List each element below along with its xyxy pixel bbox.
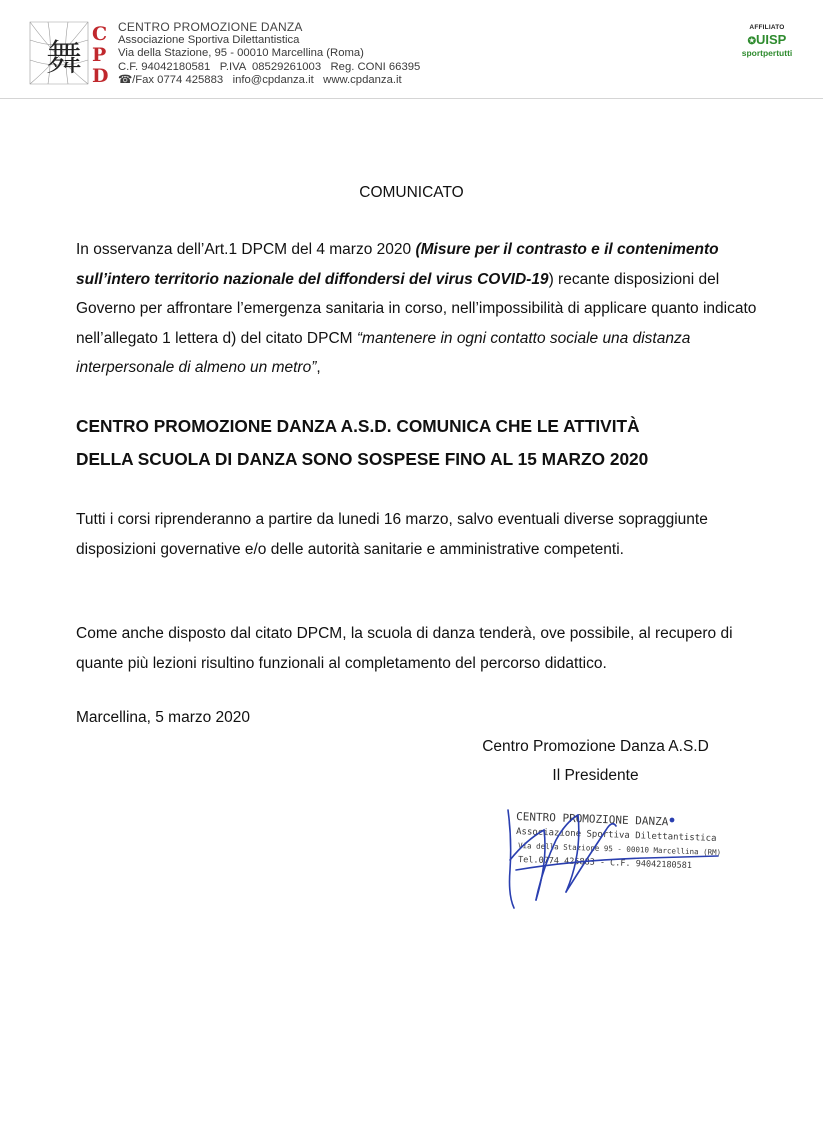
signature-stamp [496,800,726,915]
intro-text-1: In osservanza dell’Art.1 DPCM del 4 marzo 2020 [76,241,416,258]
headline-line-2: DELLA SCUOLA DI DANZA SONO SOSPESE FINO AL 15 MARZO 2020 [76,449,649,469]
stamp-line-2: Associazione Sportiva Dilettantistica [515,827,717,844]
svg-text:C: C [92,23,108,45]
uisp-affiliation-logo [737,24,797,64]
header-divider [0,98,823,99]
signature-organization: Centro Promozione Danza A.S.D [482,738,709,755]
uisp-brand: ✪UISP [747,32,787,47]
org-address: Via della Stazione, 95 - 00010 Marcellina (Roma) [118,47,364,60]
intro-text-3: , [316,359,321,376]
org-info [118,21,420,87]
document-title: COMUNICATO [359,184,464,201]
place-date: Marcellina, 5 marzo 2020 [76,709,251,726]
svg-text:P: P [92,44,107,66]
org-fiscal: C.F. 94042180581 P.IVA 08529261003 Reg. CONI 66395 [118,60,421,73]
recovery-paragraph: Come anche disposto dal citato DPCM, la scuola di danza tenderà, ove possibile, al recupero di quante più lezioni risultino funzionali al completamento del percorso didattico. [76,625,733,672]
org-type: Associazione Sportiva Dilettantistica [118,34,300,47]
announcement-headline [76,410,776,476]
stamp-line-1: CENTRO PROMOZIONE DANZA [515,810,669,829]
intro-decree-title: (Misure per il contrasto e il contenimento sull’intero territorio nazionale del diffondersi del virus COVID-19 [76,241,719,288]
intro-paragraph [76,235,776,383]
org-name: CENTRO PROMOZIONE DANZA [118,20,303,34]
uisp-tagline: sportpertutti [741,48,793,58]
cpd-logo [28,20,114,86]
org-contact: ☎/Fax 0774 425883 info@cpdanza.it www.cpdanza.it [118,73,402,86]
letterhead [0,0,823,99]
headline-line-1: CENTRO PROMOZIONE DANZA A.S.D. COMUNICA CHE LE ATTIVITÀ [76,416,640,436]
svg-text:D: D [92,65,109,86]
intro-quote: “mantenere in ogni contatto sociale una distanza interpersonale di almeno un metro” [76,329,691,376]
affiliation-label: AFFILIATO [749,24,785,31]
stamp-line-4: Tel.0774 425883 - C.F. 94042180581 [517,855,693,872]
resumption-paragraph: Tutti i corsi riprenderanno a partire da lunedi 16 marzo, salvo eventuali diverse sopraggiunte disposizioni governative e/o delle autorità sanitarie e amministrative competenti. [76,511,708,558]
uisp-runner-icon: ✪ [747,36,757,47]
signature-role: Il Presidente [552,767,639,784]
svg-text:舞: 舞 [46,38,83,79]
intro-text-2: ) recante disposizioni del Governo per affrontare l’emergenza sanitaria in corso, nell’impossibilità di applicare quanto indicato nell’allegato 1 lettera d) del citato DPCM [76,270,757,347]
stamp-line-3: Via della Stazione 95 - 00010 Marcellina (RM) [517,841,722,858]
